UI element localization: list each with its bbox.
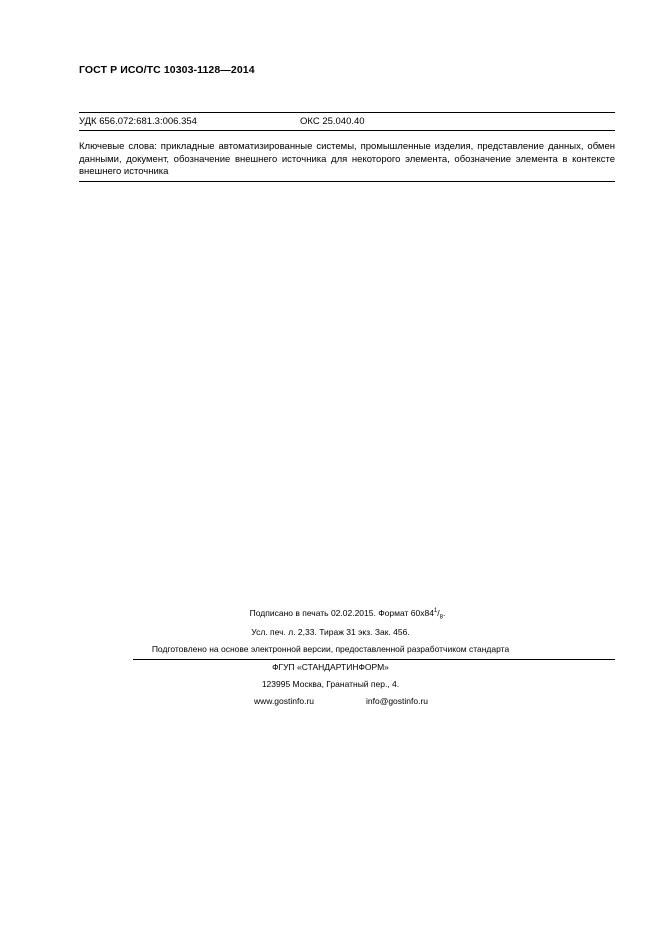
format-denominator: 8 (439, 614, 443, 621)
format-numerator: 1 (433, 608, 438, 615)
imprint-rule (133, 659, 615, 660)
website-link[interactable]: www.gostinfo.ru (254, 696, 314, 706)
print-info: Усл. печ. л. 2,33. Тираж 31 экз. Зак. 456. (251, 627, 410, 637)
keywords-paragraph: Ключевые слова: прикладные автоматизированные системы, промышленные изделия, представление данных, обмен данными, документ, обозначение внешнего источника для некоторого элемента, обозначение элемента в контексте внешнего источника (79, 141, 615, 177)
format-slash: / (437, 608, 440, 618)
signed-text: Подписано в печать 02.02.2015. Формат 60х84 (249, 608, 434, 618)
keywords-rule (79, 181, 615, 182)
publisher-address: 123995 Москва, Гранатный пер., 4. (261, 679, 400, 689)
classification-rule (79, 130, 615, 131)
format-period: . (442, 608, 446, 618)
oks-code: ОКС 25.040.40 (300, 116, 365, 127)
email-link[interactable]: info@gostinfo.ru (366, 696, 429, 706)
udk-code: УДК 656.072:681.3:006.354 (79, 116, 197, 127)
publisher-name: ФГУП «СТАНДАРТИНФОРМ» (272, 662, 389, 672)
signed-for-print (17, 608, 661, 619)
prepared-note: Подготовлено на основе электронной версии, предоставленной разработчиком стандарта (151, 644, 510, 654)
standard-number: ГОСТ Р ИСО/ТС 10303-1128—2014 (79, 64, 255, 76)
top-rule (79, 112, 615, 113)
